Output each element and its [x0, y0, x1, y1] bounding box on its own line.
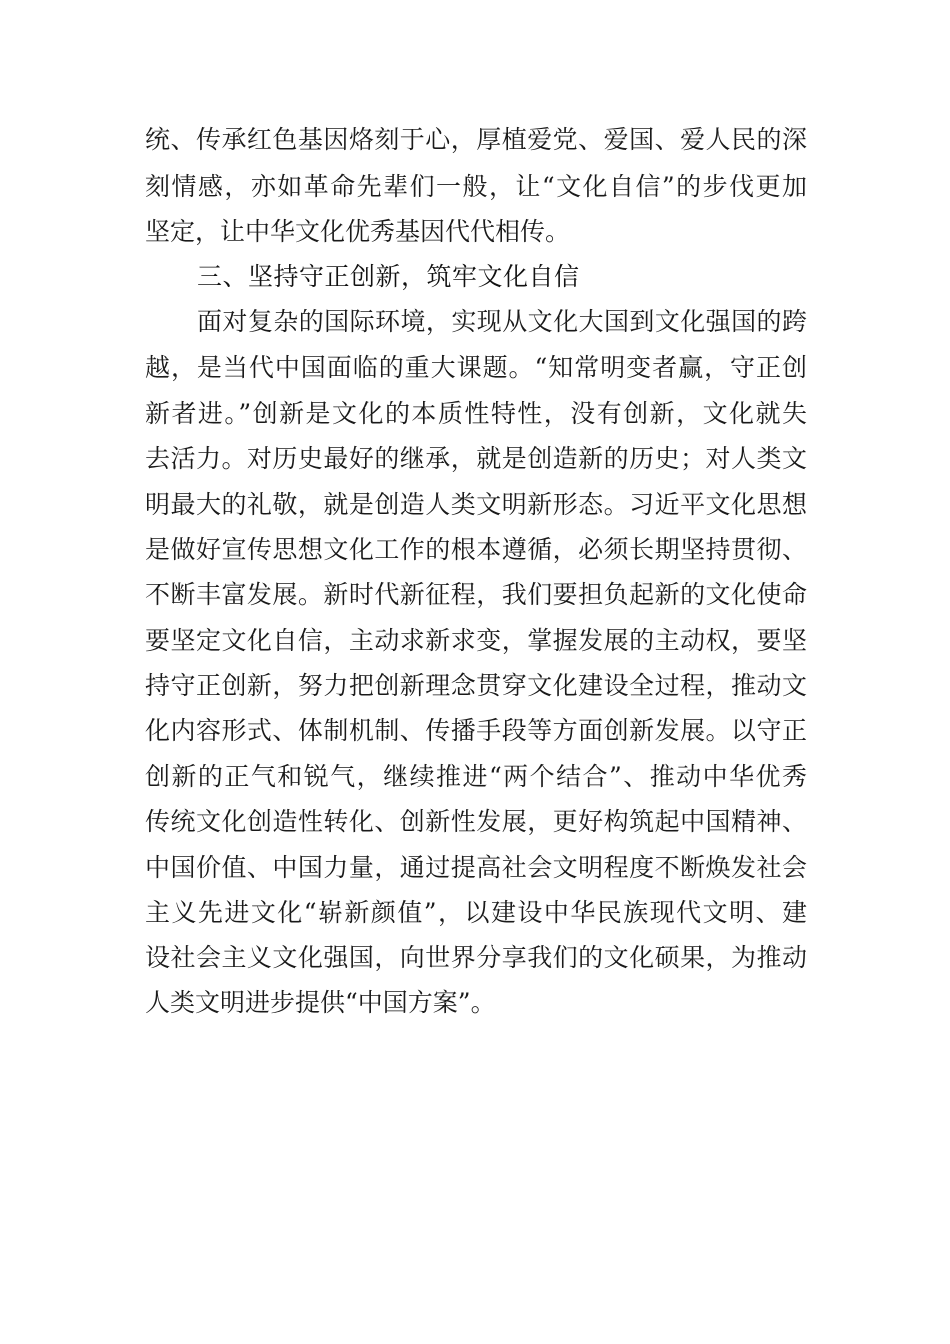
- paragraph1-line-2: 刻情感，亦如革命先辈们一般，让“文化自信”的步伐更加: [145, 172, 807, 201]
- paragraph2-line-2: 越，是当代中国面临的重大课题。“知常明变者赢，守正创: [145, 353, 807, 382]
- paragraph2-line-8: 要坚定文化自信，主动求新求变，掌握发展的主动权，要坚: [145, 626, 807, 655]
- section-heading: 三、坚持守正创新，筑牢文化自信: [197, 262, 580, 291]
- paragraph2-line-15: 设社会主义文化强国，向世界分享我们的文化硕果，为推动: [145, 943, 807, 972]
- paragraph2-line-1: 面对复杂的国际环境，实现从文化大国到文化强国的跨: [197, 307, 807, 336]
- paragraph2-line-12: 传统文化创造性转化、创新性发展，更好构筑起中国精神、: [145, 807, 807, 836]
- paragraph2-line-9: 持守正创新，努力把创新理念贯穿文化建设全过程，推动文: [145, 671, 807, 700]
- paragraph1-line-3: 坚定，让中华文化优秀基因代代相传。: [145, 217, 571, 246]
- paragraph2-line-11: 创新的正气和锐气，继续推进“两个结合”、推动中华优秀: [145, 762, 807, 791]
- paragraph2-line-16: 人类文明进步提供“中国方案”。: [145, 988, 496, 1017]
- paragraph2-line-3: 新者进。”创新是文化的本质性特性，没有创新，文化就失: [145, 399, 807, 428]
- paragraph2-line-14: 主义先进文化“崭新颜值”，以建设中华民族现代文明、建: [145, 898, 807, 927]
- paragraph2-line-10: 化内容形式、体制机制、传播手段等方面创新发展。以守正: [145, 716, 807, 745]
- paragraph2-line-5: 明最大的礼敬，就是创造人类文明新形态。习近平文化思想: [145, 490, 807, 519]
- paragraph2-line-13: 中国价值、中国力量，通过提高社会文明程度不断焕发社会: [145, 853, 807, 882]
- paragraph2-line-6: 是做好宣传思想文化工作的根本遵循，必须长期坚持贯彻、: [145, 535, 807, 564]
- paragraph1-line-1: 统、传承红色基因烙刻于心，厚植爱党、爱国、爱人民的深: [145, 125, 807, 154]
- paragraph2-line-7: 不断丰富发展。新时代新征程，我们要担负起新的文化使命: [145, 580, 807, 609]
- paragraph2-line-4: 去活力。对历史最好的继承，就是创造新的历史；对人类文: [145, 444, 807, 473]
